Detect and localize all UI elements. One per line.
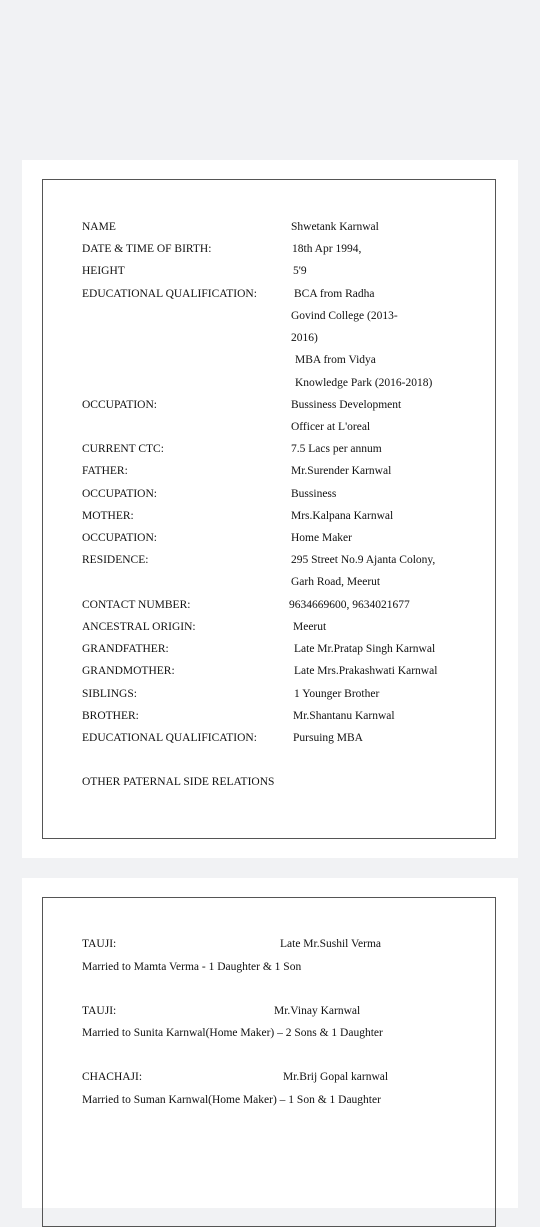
label-contact-number: CONTACT NUMBER:	[82, 599, 191, 611]
value-education-line: Knowledge Park (2016-2018)	[295, 377, 433, 389]
label-date-time-of-birth: DATE & TIME OF BIRTH:	[82, 243, 212, 255]
label-father: FATHER:	[82, 465, 128, 477]
value-grandmother: Late Mrs.Prakashwati Karnwal	[294, 665, 438, 677]
label-mother-occupation: OCCUPATION:	[82, 532, 157, 544]
label-father-occupation: OCCUPATION:	[82, 488, 157, 500]
value-height: 5'9	[293, 265, 307, 277]
label-height: HEIGHT	[82, 265, 125, 277]
value-education-line: MBA from Vidya	[295, 354, 376, 366]
value-brother: Mr.Shantanu Karnwal	[293, 710, 395, 722]
value-educational-qualification: BCA from Radha	[294, 288, 375, 300]
label-mother: MOTHER:	[82, 510, 134, 522]
label-grandfather: GRANDFATHER:	[82, 643, 169, 655]
label-current-ctc: CURRENT CTC:	[82, 443, 164, 455]
relation-title: CHACHAJI:	[82, 1071, 143, 1083]
label-brother: BROTHER:	[82, 710, 139, 722]
value-brother-education: Pursuing MBA	[293, 732, 363, 744]
relation-detail: Married to Suman Karnwal(Home Maker) – 1 Son & 1 Daughter	[82, 1094, 381, 1106]
value-date-time-of-birth: 18th Apr 1994,	[292, 243, 362, 255]
value-father-occupation: Bussiness	[291, 488, 337, 500]
label-occupation: OCCUPATION:	[82, 399, 157, 411]
value-occupation-line: Officer at L'oreal	[291, 421, 371, 433]
value-contact-number: 9634669600, 9634021677	[289, 599, 410, 611]
relation-name: Mr.Brij Gopal karnwal	[283, 1071, 389, 1083]
value-residence-line: Garh Road, Meerut	[291, 576, 381, 588]
label-residence: RESIDENCE:	[82, 554, 149, 566]
label-grandmother: GRANDMOTHER:	[82, 665, 175, 677]
relation-detail: Married to Mamta Verma - 1 Daughter & 1 Son	[82, 961, 302, 973]
label-brother-education: EDUCATIONAL QUALIFICATION:	[82, 732, 257, 744]
relation-title: TAUJI:	[82, 1005, 117, 1017]
section-heading-paternal-relations: OTHER PATERNAL SIDE RELATIONS	[82, 776, 275, 788]
label-educational-qualification: EDUCATIONAL QUALIFICATION:	[82, 288, 257, 300]
label-siblings: SIBLINGS:	[82, 688, 137, 700]
value-ancestral-origin: Meerut	[293, 621, 327, 633]
value-education-line: Govind College (2013-	[291, 310, 398, 322]
relation-name: Late Mr.Sushil Verma	[280, 938, 382, 950]
label-name: NAME	[82, 221, 116, 233]
value-occupation: Bussiness Development	[291, 399, 402, 411]
value-grandfather: Late Mr.Pratap Singh Karnwal	[294, 643, 436, 655]
value-siblings: 1 Younger Brother	[294, 688, 380, 700]
value-mother: Mrs.Kalpana Karnwal	[291, 510, 394, 522]
document-page-2	[22, 878, 518, 1208]
value-education-line: 2016)	[291, 332, 318, 344]
relation-title: TAUJI:	[82, 938, 117, 950]
value-current-ctc: 7.5 Lacs per annum	[291, 443, 382, 455]
document-page-1	[22, 160, 518, 858]
value-residence: 295 Street No.9 Ajanta Colony,	[291, 554, 436, 566]
label-ancestral-origin: ANCESTRAL ORIGIN:	[82, 621, 196, 633]
value-name: Shwetank Karnwal	[291, 221, 379, 233]
value-father: Mr.Surender Karnwal	[291, 465, 392, 477]
value-mother-occupation: Home Maker	[291, 532, 352, 544]
relation-name: Mr.Vinay Karnwal	[274, 1005, 361, 1017]
relation-detail: Married to Sunita Karnwal(Home Maker) – 2 Sons & 1 Daughter	[82, 1027, 383, 1039]
